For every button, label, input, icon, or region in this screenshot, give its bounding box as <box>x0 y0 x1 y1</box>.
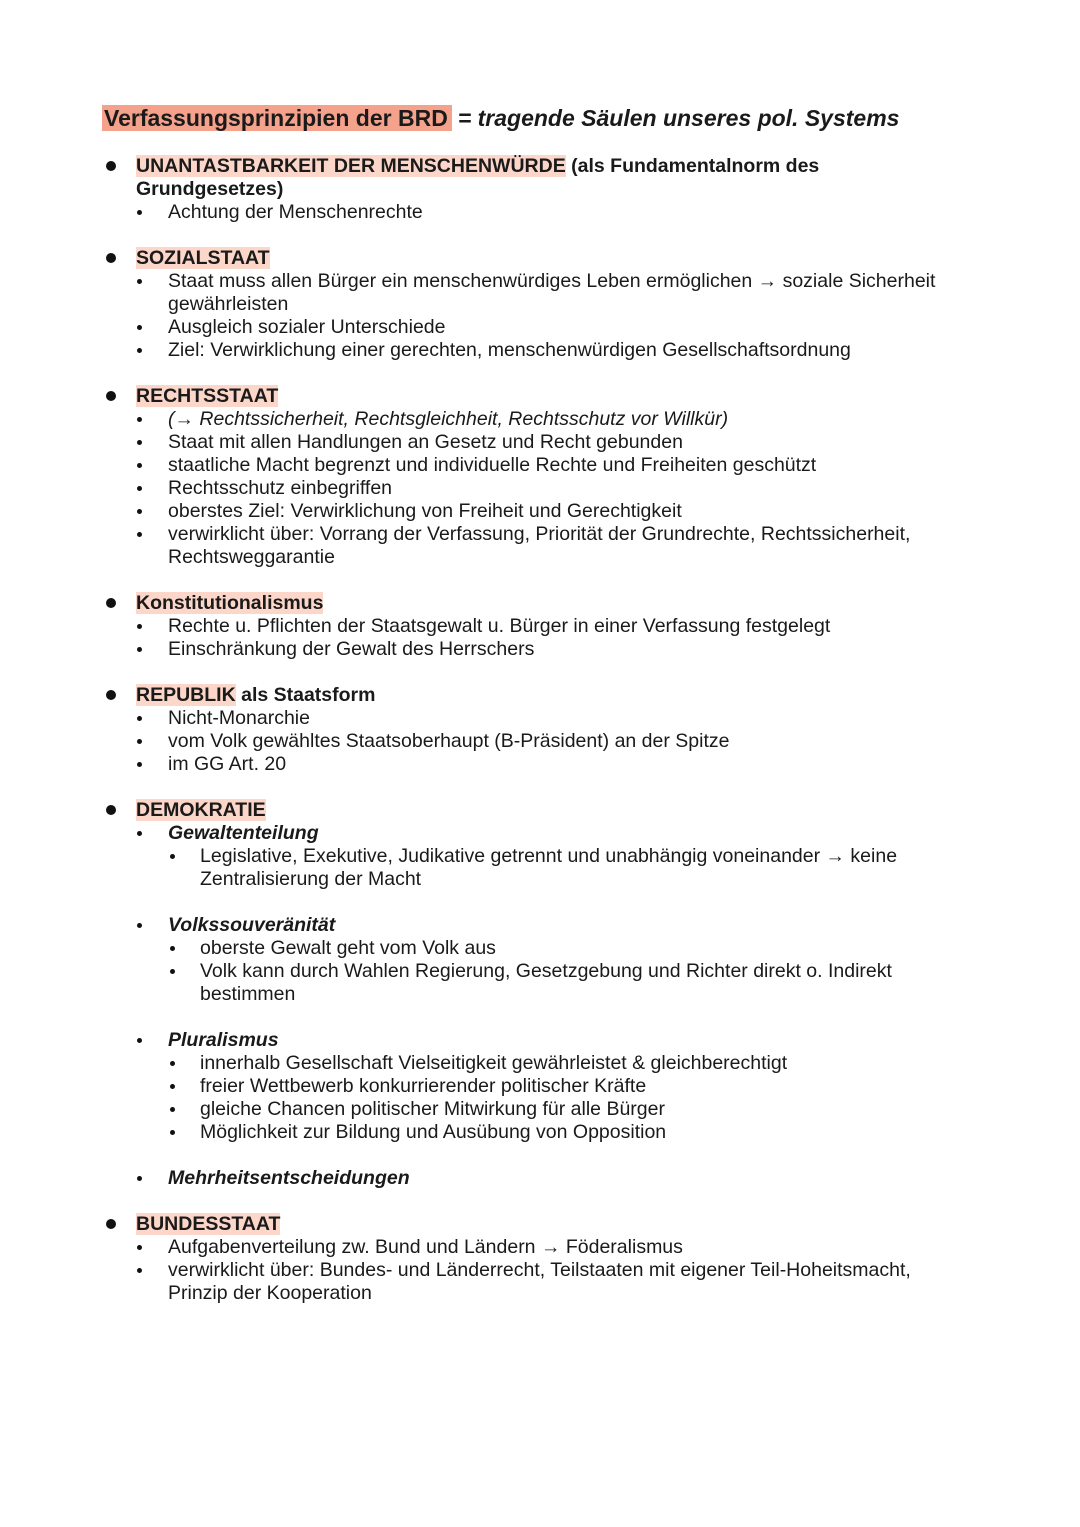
bullet-list <box>0 201 1080 224</box>
list-item: verwirklicht über: Vorrang der Verfassung, Priorität der Grundrechte, Rechtssicherheit, Rechtsweggarantie <box>0 523 1080 569</box>
section-heading <box>0 247 1080 270</box>
subsection-volkssouveraenitaet <box>0 914 1080 1006</box>
heading-highlight: REPUBLIK <box>136 684 236 706</box>
heading-highlight: Konstitutionalismus <box>136 592 324 614</box>
list-item: Rechte u. Pflichten der Staatsgewalt u. Bürger in einer Verfassung festgelegt <box>0 615 1080 638</box>
list-item: Einschränkung der Gewalt des Herrschers <box>0 638 1080 661</box>
title-subtitle: = tragende Säulen unseres pol. Systems <box>457 105 900 131</box>
bullet-list <box>0 707 1080 776</box>
bullet-list <box>0 615 1080 661</box>
list-item: Staat mit allen Handlungen an Gesetz und Recht gebunden <box>0 431 1080 454</box>
list-item: Nicht-Monarchie <box>0 707 1080 730</box>
heading-suffix: (als Fundamentalnorm des Grundgesetzes) <box>136 155 820 200</box>
list-item: Ausgleich sozialer Unterschiede <box>0 316 1080 339</box>
list-item: (→ Rechtssicherheit, Rechtsgleichheit, Rechtsschutz vor Willkür) <box>0 408 1080 431</box>
bullet-list <box>0 270 1080 362</box>
bullet-list <box>0 408 1080 569</box>
sub-list-item: Legislative, Exekutive, Judikative getrennt und unabhängig voneinander → keine Zentralisierung der Macht <box>0 845 1080 891</box>
list-item: vom Volk gewähltes Staatsoberhaupt (B-Präsident) an der Spitze <box>0 730 1080 753</box>
sub-list-item: innerhalb Gesellschaft Vielseitigkeit gewährleistet & gleichberechtigt <box>0 1052 1080 1075</box>
list-item: Ziel: Verwirklichung einer gerechten, menschenwürdigen Gesellschaftsordnung <box>0 339 1080 362</box>
sub-list-item: oberste Gewalt geht vom Volk aus <box>0 937 1080 960</box>
heading-highlight: UNANTASTBARKEIT DER MENSCHENWÜRDE <box>136 155 566 177</box>
principles-list <box>0 155 1080 1328</box>
sub-list-item: Möglichkeit zur Bildung und Ausübung von Opposition <box>0 1121 1080 1144</box>
list-item: Aufgabenverteilung zw. Bund und Ländern → Föderalismus <box>0 1236 1080 1259</box>
section-sozialstaat <box>0 247 1080 362</box>
heading-highlight: RECHTSSTAAT <box>136 385 279 407</box>
section-republik <box>0 684 1080 776</box>
list-item: Staat muss allen Bürger ein menschenwürdiges Leben ermöglichen → soziale Sicherheit gewährleisten <box>0 270 1080 316</box>
subsection-title: Mehrheitsentscheidungen <box>0 1167 1080 1190</box>
title-highlight: Verfassungsprinzipien der BRD <box>102 105 452 131</box>
section-demokratie <box>0 799 1080 1190</box>
sub-list-item: Volk kann durch Wahlen Regierung, Gesetzgebung und Richter direkt o. Indirekt bestimmen <box>0 960 1080 1006</box>
subsection-title: Volkssouveränität <box>0 914 1080 937</box>
bullet-list <box>0 1236 1080 1305</box>
section-konstitutionalismus <box>0 592 1080 661</box>
section-bundesstaat <box>0 1213 1080 1305</box>
subsection-gewaltenteilung <box>0 822 1080 891</box>
subsection-title: Pluralismus <box>0 1029 1080 1052</box>
section-heading <box>0 155 1080 201</box>
heading-highlight: DEMOKRATIE <box>136 799 266 821</box>
section-menschenwuerde <box>0 155 1080 224</box>
list-item: im GG Art. 20 <box>0 753 1080 776</box>
page-title <box>102 103 899 133</box>
list-item: Achtung der Menschenrechte <box>0 201 1080 224</box>
sub-list-item: gleiche Chancen politischer Mitwirkung für alle Bürger <box>0 1098 1080 1121</box>
subsection-title: Gewaltenteilung <box>0 822 1080 845</box>
section-rechtsstaat <box>0 385 1080 569</box>
heading-suffix: als Staatsform <box>241 684 376 706</box>
heading-highlight: SOZIALSTAAT <box>136 247 270 269</box>
subsection-mehrheitsentscheidungen <box>0 1167 1080 1190</box>
subsection-pluralismus <box>0 1029 1080 1144</box>
sub-list-item: freier Wettbewerb konkurrierender politischer Kräfte <box>0 1075 1080 1098</box>
list-item: staatliche Macht begrenzt und individuelle Rechte und Freiheiten geschützt <box>0 454 1080 477</box>
list-item: oberstes Ziel: Verwirklichung von Freiheit und Gerechtigkeit <box>0 500 1080 523</box>
list-item: verwirklicht über: Bundes- und Länderrecht, Teilstaaten mit eigener Teil-Hoheitsmacht, Prinzip der Kooperation <box>0 1259 1080 1305</box>
heading-highlight: BUNDESSTAAT <box>136 1213 281 1235</box>
section-heading <box>0 684 1080 707</box>
section-heading <box>0 799 1080 822</box>
list-item: Rechtsschutz einbegriffen <box>0 477 1080 500</box>
section-heading <box>0 1213 1080 1236</box>
section-heading <box>0 385 1080 408</box>
section-heading <box>0 592 1080 615</box>
